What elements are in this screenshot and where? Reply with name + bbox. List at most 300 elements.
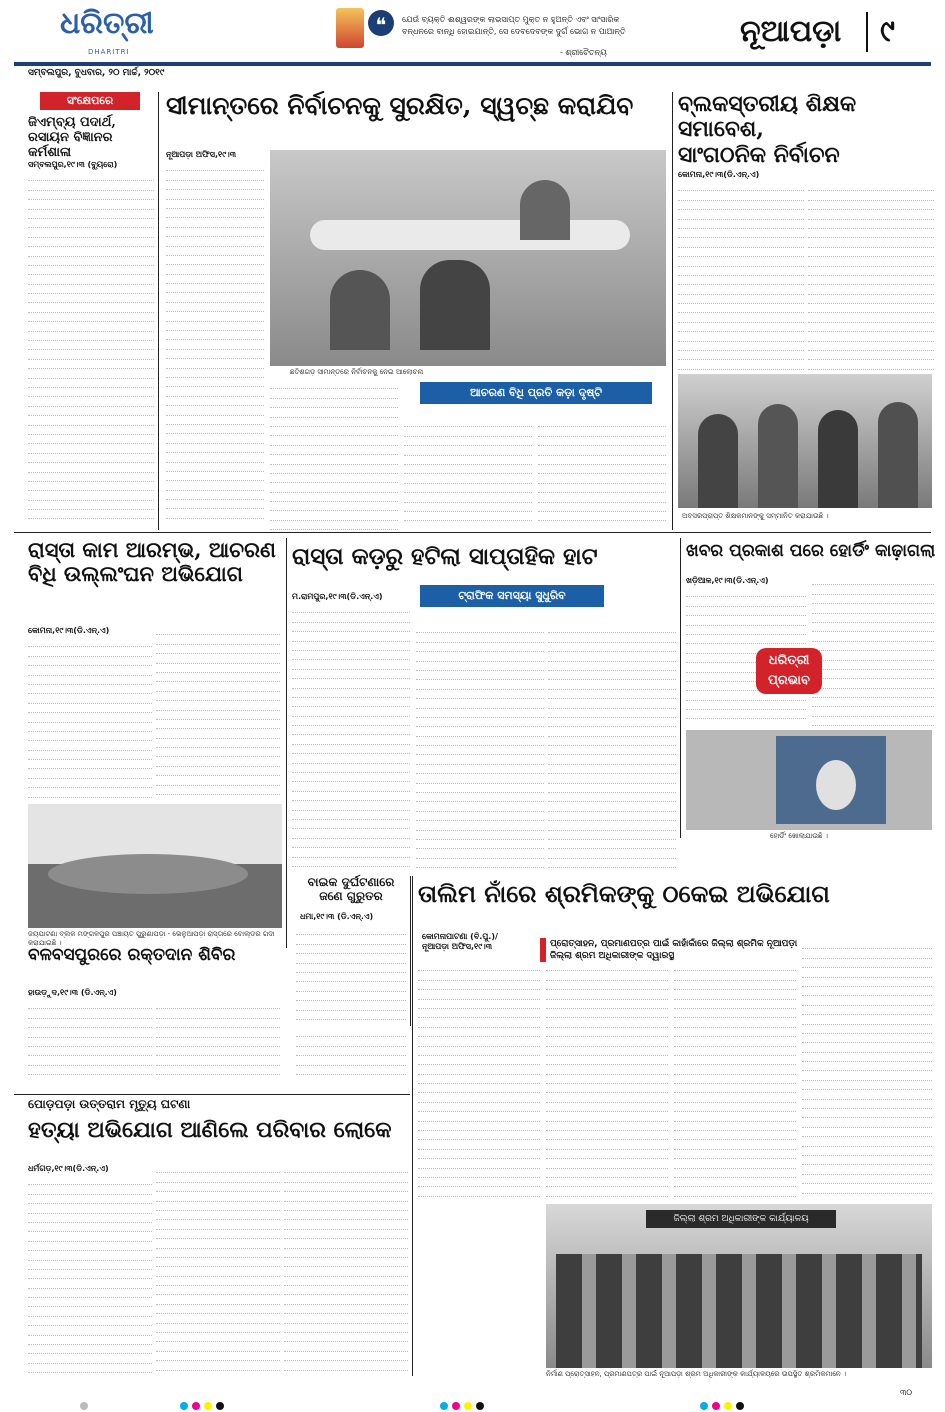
text-line xyxy=(28,191,154,200)
text-line xyxy=(28,685,152,694)
text-line xyxy=(674,1150,796,1159)
text-line xyxy=(156,701,280,710)
text-line xyxy=(548,709,676,718)
newspaper-logo: ଧରିତ୍ରୀ xyxy=(60,6,154,41)
text-line xyxy=(674,1047,796,1056)
text-line xyxy=(28,647,152,656)
text-line xyxy=(270,399,398,408)
text-line xyxy=(28,751,152,760)
text-line xyxy=(156,1258,280,1267)
text-line xyxy=(548,859,676,868)
text-line xyxy=(28,1000,152,1009)
text-line xyxy=(416,774,544,783)
text-line xyxy=(674,1140,796,1149)
text-line xyxy=(416,859,544,868)
badge-line: ପ୍ରଭାବ xyxy=(768,673,810,688)
text-line xyxy=(166,200,264,209)
text-line xyxy=(292,745,410,754)
text-line xyxy=(270,502,398,511)
murder-body-col1 xyxy=(28,1176,152,1376)
text-line xyxy=(416,737,544,746)
office-sign: ଜିଲ୍ଲା ଶ୍ରମ ଅଧିକାରୀଙ୍କ କାର୍ଯ୍ୟାଳୟ xyxy=(646,1210,836,1228)
text-line xyxy=(546,1084,668,1093)
text-line xyxy=(28,266,154,275)
text-line xyxy=(296,1056,406,1065)
text-line xyxy=(404,512,532,521)
text-line xyxy=(418,1159,540,1168)
text-line xyxy=(296,982,406,991)
text-line xyxy=(548,643,676,652)
text-line xyxy=(270,446,398,455)
text-line xyxy=(156,757,280,766)
text-line xyxy=(296,964,406,973)
text-line xyxy=(548,652,676,661)
text-line xyxy=(292,698,410,707)
text-line xyxy=(292,689,410,698)
text-line xyxy=(686,626,806,635)
text-line xyxy=(802,1090,932,1099)
text-line xyxy=(284,1277,408,1286)
text-line xyxy=(404,493,532,502)
text-line xyxy=(28,341,154,350)
text-line xyxy=(674,1000,796,1009)
text-line xyxy=(166,500,264,509)
footer xyxy=(0,1386,945,1412)
hoarding-headline: ଖବର ପ୍ରକାଶ ପରେ ହୋର୍ଡିଂ କାଢ଼ାଗଲା xyxy=(686,541,936,561)
text-line xyxy=(548,680,676,689)
blood-body-col2 xyxy=(156,1000,280,1080)
text-lines xyxy=(674,962,796,1197)
text-line xyxy=(156,654,280,663)
text-line xyxy=(812,651,934,660)
text-line xyxy=(548,774,676,783)
text-line xyxy=(678,182,804,191)
text-line xyxy=(292,660,410,669)
text-line xyxy=(546,1056,668,1065)
text-line xyxy=(686,607,806,616)
text-line xyxy=(674,1075,796,1084)
bike-body-col2 xyxy=(296,1028,406,1080)
daily-quote xyxy=(402,14,662,38)
text-line xyxy=(404,521,532,530)
text-line xyxy=(802,1165,932,1174)
workers-caption: ନିର୍ମାଣ ପ୍ରୋତ୍ସାହନ, ପ୍ରମାଣପତ୍ର ପାଇଁ ନୂଆପଡ଼ା ଶ୍ରମ ଅଧିକାରୀଙ୍କ କାର୍ଯ୍ୟାଳୟରେ ଉପସ୍ଥିତ ଶ୍ରମିକମାନେ । xyxy=(546,1370,847,1378)
text-line xyxy=(28,369,154,378)
text-lines xyxy=(548,624,676,868)
text-lines xyxy=(546,962,668,1197)
text-line xyxy=(418,981,540,990)
workers-body-col2 xyxy=(546,962,668,1202)
road-caption: ଜୟପାଟଣା ବ୍ଲକ ମଙ୍ଗଳପୁର ପଞ୍ଚାୟତ ପୁରୁଣାପଡ଼ା - ଭେଳୁଆପଡ଼ା ରାସ୍ତାରେ ବୋଲ୍ଡର ଗଦା କରାଯାଇଛି । xyxy=(28,930,275,947)
text-line xyxy=(292,651,410,660)
text-line xyxy=(538,456,666,465)
text-line xyxy=(166,340,264,349)
quote-author: - ଶ୍ରୀଚୈତନ୍ୟ xyxy=(560,48,607,57)
text-line xyxy=(808,201,934,210)
text-line xyxy=(416,709,544,718)
text-line xyxy=(418,1037,540,1046)
text-line xyxy=(538,484,666,493)
text-line xyxy=(802,1043,932,1052)
text-line xyxy=(292,782,410,791)
column-rule xyxy=(286,538,287,948)
text-line xyxy=(28,1047,152,1056)
text-line xyxy=(548,718,676,727)
text-line xyxy=(548,671,676,680)
text-line xyxy=(546,1112,668,1121)
text-line xyxy=(296,926,406,935)
text-line xyxy=(292,623,410,632)
text-line xyxy=(548,765,676,774)
text-line xyxy=(156,1361,280,1370)
highlight-line: ପ୍ରୋତ୍ସାହନ, ପ୍ରମାଣପତ୍ର ପାଇଁ କାହାଁକାଁରେ ଜିଲ୍ଲା ଶ୍ରମିକ ନୂଆପଡ଼ା xyxy=(550,939,798,949)
text-line xyxy=(166,491,264,500)
text-line xyxy=(284,1295,408,1304)
text-line xyxy=(156,1211,280,1220)
text-line xyxy=(156,711,280,720)
text-lines xyxy=(156,1000,280,1075)
text-line xyxy=(418,1009,540,1018)
text-line xyxy=(418,1150,540,1159)
text-line xyxy=(418,1112,540,1121)
lead-body-col1 xyxy=(166,162,264,527)
text-line xyxy=(292,717,410,726)
print-mark xyxy=(736,1402,744,1410)
text-line xyxy=(28,1028,152,1037)
text-line xyxy=(678,332,804,341)
text-line xyxy=(678,220,804,229)
text-line xyxy=(678,313,804,322)
road-body-col2 xyxy=(156,626,280,800)
text-line xyxy=(28,1176,152,1185)
section-rule xyxy=(14,532,931,533)
text-line xyxy=(686,616,806,625)
text-line xyxy=(538,465,666,474)
text-line xyxy=(416,765,544,774)
text-line xyxy=(546,1065,668,1074)
text-line xyxy=(418,1103,540,1112)
text-line xyxy=(28,1270,152,1279)
text-line xyxy=(156,776,280,785)
text-line xyxy=(28,1066,152,1075)
text-line xyxy=(28,1204,152,1213)
text-line xyxy=(166,237,264,246)
text-line xyxy=(284,1230,408,1239)
text-line xyxy=(416,821,544,830)
text-line xyxy=(156,1183,280,1192)
text-lines xyxy=(678,182,804,370)
text-line xyxy=(270,493,398,502)
divider xyxy=(866,12,868,52)
text-line xyxy=(166,481,264,490)
text-line xyxy=(812,595,934,604)
workers-highlight xyxy=(540,938,800,962)
murder-body-col3 xyxy=(284,1164,408,1376)
market-body-col3 xyxy=(548,624,676,870)
text-lines xyxy=(802,940,932,1194)
text-line xyxy=(674,1178,796,1187)
text-line xyxy=(404,465,532,474)
text-line xyxy=(812,632,934,641)
blood-body-col1 xyxy=(28,1000,152,1080)
text-line xyxy=(28,1279,152,1288)
text-line xyxy=(418,1178,540,1187)
text-line xyxy=(284,1258,408,1267)
text-line xyxy=(292,613,410,622)
text-lines xyxy=(270,380,398,530)
text-line xyxy=(296,1066,406,1075)
text-line xyxy=(28,1223,152,1232)
logo-subtitle: DHARITRI xyxy=(88,48,130,56)
text-line xyxy=(166,397,264,406)
text-line xyxy=(546,1009,668,1018)
text-line xyxy=(292,604,410,613)
text-line xyxy=(812,623,934,632)
text-line xyxy=(292,670,410,679)
text-line xyxy=(416,643,544,652)
text-line xyxy=(674,1159,796,1168)
badge-line: ଧରିତ୍ରୀ xyxy=(768,653,810,668)
text-lines xyxy=(156,626,280,795)
text-line xyxy=(802,1006,932,1015)
text-line xyxy=(28,1326,152,1335)
text-line xyxy=(808,323,934,332)
hoarding-photo xyxy=(686,730,932,830)
text-line xyxy=(678,248,804,257)
text-line xyxy=(156,786,280,795)
text-line xyxy=(28,228,154,237)
text-line xyxy=(808,360,934,369)
text-line xyxy=(156,1047,280,1056)
text-line xyxy=(284,1267,408,1276)
column-rule xyxy=(672,92,673,530)
text-line xyxy=(538,512,666,521)
text-line xyxy=(546,1103,668,1112)
text-line xyxy=(546,1047,668,1056)
text-line xyxy=(546,1018,668,1027)
text-line xyxy=(28,510,154,519)
text-line xyxy=(28,501,154,510)
text-line xyxy=(28,723,152,732)
text-line xyxy=(292,679,410,688)
text-line xyxy=(28,257,154,266)
column-rule xyxy=(158,92,159,530)
text-line xyxy=(292,726,410,735)
text-line xyxy=(28,454,154,463)
text-line xyxy=(28,1009,152,1018)
text-line xyxy=(156,739,280,748)
text-line xyxy=(156,664,280,673)
text-line xyxy=(28,181,154,190)
text-line xyxy=(416,633,544,642)
text-line xyxy=(686,597,806,606)
text-line xyxy=(28,416,154,425)
text-line xyxy=(404,437,532,446)
teachers-byline: କୋମନା,୧୯।୩(ଡି.ଏନ୍.ଏ) xyxy=(678,170,760,179)
text-line xyxy=(802,996,932,1005)
text-line xyxy=(28,473,154,482)
text-line xyxy=(270,483,398,492)
text-line xyxy=(546,990,668,999)
text-line xyxy=(156,1192,280,1201)
text-lines xyxy=(28,1176,152,1373)
text-line xyxy=(418,1084,540,1093)
teachers-body-col2 xyxy=(808,182,934,372)
text-line xyxy=(28,1056,152,1065)
text-line xyxy=(404,427,532,436)
text-line xyxy=(802,1034,932,1043)
road-headline: ରାସ୍ତା କାମ ଆରମ୍ଭ, ଆଚରଣ ବିଧି ଉଲ୍ଲଂଘନ ଅଭିଯୋଗ xyxy=(28,537,276,587)
text-line xyxy=(808,276,934,285)
text-line xyxy=(284,1286,408,1295)
text-line xyxy=(28,1298,152,1307)
text-line xyxy=(166,369,264,378)
text-line xyxy=(538,446,666,455)
text-line xyxy=(802,940,932,949)
text-lines xyxy=(296,1028,406,1075)
bike-body-col1 xyxy=(296,926,406,1026)
text-line xyxy=(802,949,932,958)
text-line xyxy=(296,973,406,982)
hoarding-body-col2 xyxy=(812,576,934,728)
text-line xyxy=(156,1352,280,1361)
workers-body-col4 xyxy=(802,940,932,1202)
text-line xyxy=(548,849,676,858)
text-line xyxy=(156,692,280,701)
text-line xyxy=(156,729,280,738)
text-line xyxy=(678,276,804,285)
text-line xyxy=(546,1075,668,1084)
print-mark xyxy=(476,1402,484,1410)
text-line xyxy=(404,456,532,465)
text-line xyxy=(284,1324,408,1333)
text-line xyxy=(166,359,264,368)
text-line xyxy=(548,727,676,736)
text-line xyxy=(28,1289,152,1298)
text-lines xyxy=(284,1164,408,1371)
text-line xyxy=(28,1336,152,1345)
text-line xyxy=(546,1150,668,1159)
headline-line: ବ୍ଲକସ୍ତରୀୟ ଶିକ୍ଷକ ସମାବେଶ, xyxy=(678,91,857,143)
road-byline: କୋମନା,୧୯।୩(ଡି.ଏନ୍.ଏ) xyxy=(28,626,110,635)
text-line xyxy=(674,1122,796,1131)
text-line xyxy=(284,1314,408,1323)
text-line xyxy=(418,1075,540,1084)
text-line xyxy=(28,482,154,491)
text-line xyxy=(28,379,154,388)
text-line xyxy=(686,701,806,710)
text-line xyxy=(418,1187,540,1196)
text-line xyxy=(802,1025,932,1034)
text-line xyxy=(418,1122,540,1131)
text-line xyxy=(28,741,152,750)
text-line xyxy=(156,1277,280,1286)
text-line xyxy=(284,1305,408,1314)
text-line xyxy=(548,755,676,764)
text-line xyxy=(674,1169,796,1178)
text-line xyxy=(156,1009,280,1018)
text-line xyxy=(28,435,154,444)
text-line xyxy=(270,465,398,474)
text-line xyxy=(674,981,796,990)
text-line xyxy=(28,294,154,303)
text-line xyxy=(812,604,934,613)
text-line xyxy=(296,1037,406,1046)
text-line xyxy=(812,698,934,707)
market-byline: ମ.ରାମପୁର,୧୯।୩(ଡି.ଏନ୍.ଏ) xyxy=(292,592,383,601)
text-line xyxy=(284,1173,408,1182)
text-line xyxy=(418,1093,540,1102)
text-line xyxy=(156,645,280,654)
byline-line: ନୂଆପଡ଼ା ଅଫିସ,୧୯।୩ xyxy=(422,942,493,951)
text-line xyxy=(812,585,934,594)
text-line xyxy=(404,484,532,493)
text-line xyxy=(156,767,280,776)
text-line xyxy=(418,1169,540,1178)
text-line xyxy=(812,689,934,698)
text-line xyxy=(808,351,934,360)
text-line xyxy=(418,962,540,971)
text-line xyxy=(548,812,676,821)
text-line xyxy=(548,840,676,849)
column-rule xyxy=(410,876,411,1026)
text-line xyxy=(678,295,804,304)
text-line xyxy=(166,425,264,434)
text-line xyxy=(416,671,544,680)
text-line xyxy=(28,247,154,256)
market-headline: ରାସ୍ତା କଡ଼ରୁ ହଟିଲା ସାପ୍ତାହିକ ହାଟ xyxy=(292,543,598,570)
text-line xyxy=(802,1184,932,1193)
text-line xyxy=(292,848,410,857)
murder-kicker: ପୋଡ଼ପଡ଼ା ଉତ୍ତରାମ ମୃତ୍ୟୁ ଘଟଣା xyxy=(28,1097,191,1111)
text-line xyxy=(156,1249,280,1258)
text-line xyxy=(156,1314,280,1323)
text-line xyxy=(28,1261,152,1270)
workers-body-col1 xyxy=(418,962,540,1202)
text-line xyxy=(296,992,406,1001)
lead-body-col4 xyxy=(538,418,666,530)
text-line xyxy=(416,718,544,727)
print-mark xyxy=(204,1402,212,1410)
text-line xyxy=(28,360,154,369)
text-line xyxy=(548,662,676,671)
text-line xyxy=(674,1084,796,1093)
text-line xyxy=(538,437,666,446)
text-line xyxy=(546,1140,668,1149)
text-line xyxy=(546,1187,668,1196)
text-line xyxy=(538,503,666,512)
text-lines xyxy=(538,418,666,530)
text-line xyxy=(166,312,264,321)
text-line xyxy=(270,436,398,445)
text-line xyxy=(686,588,806,597)
text-line xyxy=(808,229,934,238)
text-line xyxy=(166,331,264,340)
text-line xyxy=(292,858,410,867)
text-line xyxy=(166,322,264,331)
text-line xyxy=(284,1352,408,1361)
text-line xyxy=(28,1038,152,1047)
text-line xyxy=(802,1147,932,1156)
text-line xyxy=(28,285,154,294)
text-line xyxy=(404,418,532,427)
text-line xyxy=(678,257,804,266)
text-lines xyxy=(404,418,532,530)
text-line xyxy=(802,1015,932,1024)
text-line xyxy=(812,679,934,688)
text-line xyxy=(28,1214,152,1223)
text-line xyxy=(548,690,676,699)
